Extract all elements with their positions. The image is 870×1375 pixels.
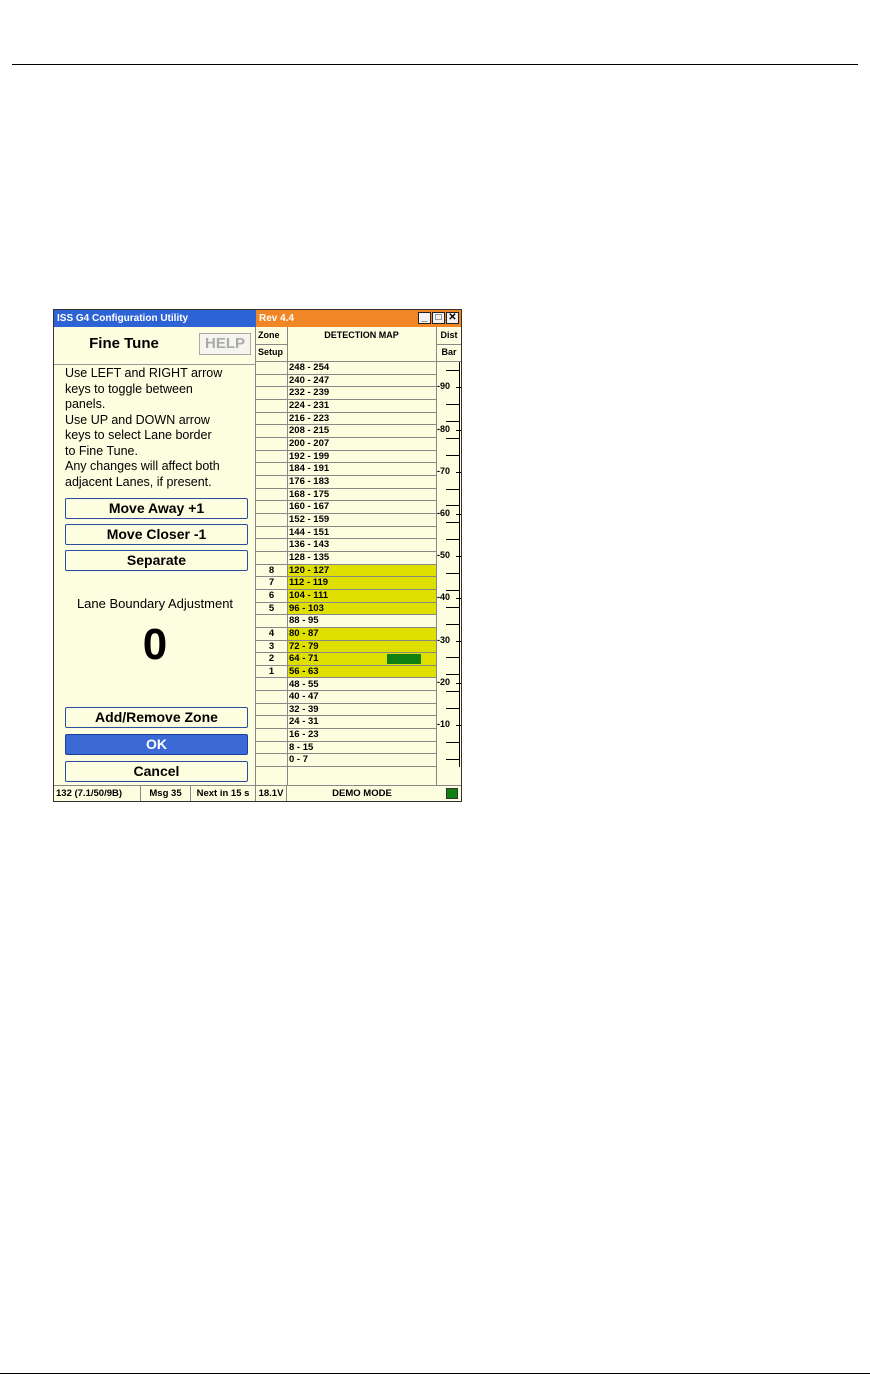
distance-tick	[446, 624, 459, 625]
range-label: 0 - 7	[289, 754, 309, 766]
instruction-line: adjacent Lanes, if present.	[65, 474, 212, 489]
detection-indicator	[387, 654, 421, 664]
range-label: 168 - 175	[289, 488, 330, 500]
range-label: 56 - 63	[289, 665, 319, 677]
range-label: 120 - 127	[289, 564, 330, 576]
move-closer-button[interactable]: Move Closer -1	[65, 524, 248, 545]
map-row[interactable]	[256, 438, 436, 451]
distance-tick	[446, 539, 459, 540]
map-row[interactable]	[256, 716, 436, 729]
distance-tick	[446, 691, 459, 692]
range-label: 136 - 143	[289, 539, 330, 551]
distance-tick	[446, 742, 459, 743]
range-label: 24 - 31	[289, 716, 319, 728]
range-label: 64 - 71	[289, 653, 319, 665]
page-footer-rule	[0, 1373, 870, 1374]
range-label: 208 - 215	[289, 425, 330, 437]
map-row[interactable]	[256, 641, 436, 654]
instruction-line: Use LEFT and RIGHT arrow	[65, 366, 223, 380]
range-label: 240 - 247	[289, 374, 330, 386]
map-row[interactable]	[256, 729, 436, 742]
range-label: 104 - 111	[289, 589, 329, 601]
setup-header: Setup	[258, 347, 284, 357]
distance-major-tick	[456, 725, 461, 726]
distance-tick-label: -50	[437, 550, 451, 561]
distance-tick	[446, 708, 459, 709]
distance-tick	[446, 370, 459, 371]
map-row[interactable]	[256, 590, 436, 603]
distance-tick	[446, 759, 459, 760]
range-label: 88 - 95	[289, 615, 319, 627]
map-row[interactable]	[256, 362, 436, 375]
status-next: Next in 15 s	[191, 786, 256, 801]
minimize-icon[interactable]: _	[418, 312, 431, 324]
distance-tick-label: -10	[437, 718, 451, 729]
range-label: 48 - 55	[289, 678, 319, 690]
instructions-text	[65, 366, 251, 490]
map-row[interactable]	[256, 451, 436, 464]
status-msg: Msg 35	[141, 786, 191, 801]
distance-major-tick	[456, 641, 461, 642]
config-utility-window	[53, 309, 462, 802]
add-remove-zone-button[interactable]: Add/Remove Zone	[65, 707, 248, 728]
map-row[interactable]	[256, 387, 436, 400]
map-row[interactable]	[256, 514, 436, 527]
distance-tick	[446, 505, 459, 506]
zone-header: Zone	[258, 330, 280, 340]
fine-tune-panel	[54, 327, 256, 785]
panel-title: Fine Tune	[89, 335, 159, 352]
distance-tick	[446, 438, 459, 439]
instruction-line: Any changes will affect both	[65, 459, 220, 473]
distance-tick	[446, 404, 459, 405]
map-row[interactable]	[256, 413, 436, 426]
status-led-icon	[446, 788, 458, 799]
map-row[interactable]	[256, 679, 436, 692]
map-row[interactable]	[256, 742, 436, 755]
separate-button[interactable]: Separate	[65, 550, 248, 571]
map-row[interactable]	[256, 704, 436, 717]
header-divider	[256, 344, 287, 345]
distance-tick	[446, 674, 459, 675]
distance-major-tick	[456, 598, 461, 599]
range-label: 80 - 87	[289, 627, 319, 639]
zone-number: 2	[268, 653, 275, 665]
distance-major-tick	[456, 387, 461, 388]
map-row[interactable]	[256, 577, 436, 590]
bar-header: Bar	[441, 347, 457, 357]
map-row[interactable]	[256, 754, 436, 767]
range-label: 160 - 167	[289, 501, 330, 513]
map-row[interactable]	[256, 489, 436, 502]
distance-tick	[446, 657, 459, 658]
distance-major-tick	[456, 472, 461, 473]
panel-divider	[54, 364, 255, 365]
move-away-button[interactable]: Move Away +1	[65, 498, 248, 519]
range-label: 176 - 183	[289, 475, 330, 487]
range-label: 144 - 151	[289, 526, 330, 538]
range-label: 72 - 79	[289, 640, 319, 652]
adjustment-label: Lane Boundary Adjustment	[76, 596, 234, 611]
range-label: 152 - 159	[289, 513, 330, 525]
distance-tick-label: -30	[437, 634, 451, 645]
zone-number: 3	[268, 640, 275, 652]
instruction-line: Use UP and DOWN arrow	[65, 412, 210, 427]
distance-tick	[446, 590, 459, 591]
adjustment-value: 0	[142, 620, 168, 669]
map-row[interactable]	[256, 527, 436, 540]
distance-major-tick	[456, 556, 461, 557]
range-label: 184 - 191	[289, 463, 330, 475]
range-label: 192 - 199	[289, 450, 330, 462]
map-row[interactable]	[256, 628, 436, 641]
map-row[interactable]	[256, 653, 436, 666]
distance-tick	[446, 522, 459, 523]
map-row[interactable]	[256, 691, 436, 704]
distance-tick	[446, 489, 459, 490]
range-label: 216 - 223	[289, 412, 330, 424]
status-voltage: 18.1V	[256, 786, 287, 801]
zone-number: 6	[268, 589, 275, 601]
instruction-line: keys to select Lane border	[65, 428, 212, 442]
zone-number: 4	[268, 627, 275, 639]
distance-tick-label: -40	[437, 592, 451, 603]
range-label: 248 - 254	[289, 362, 330, 373]
status-version: 132 (7.1/50/9B)	[54, 786, 141, 801]
distance-tick-label: -70	[437, 465, 451, 476]
distance-axis	[459, 362, 460, 767]
ok-button[interactable]: OK	[65, 734, 248, 755]
map-row[interactable]	[256, 603, 436, 616]
map-row[interactable]	[256, 539, 436, 552]
status-mode: DEMO MODE	[332, 788, 392, 799]
app-title: ISS G4 Configuration Utility	[54, 310, 256, 327]
map-row[interactable]	[256, 375, 436, 388]
map-row[interactable]	[256, 476, 436, 489]
range-label: 96 - 103	[289, 602, 324, 614]
distance-major-tick	[456, 514, 461, 515]
detection-map-header: DETECTION MAP	[324, 330, 399, 340]
range-label: 224 - 231	[289, 399, 330, 411]
instruction-line: panels.	[65, 397, 106, 411]
range-label: 8 - 15	[289, 741, 314, 753]
range-label: 232 - 239	[289, 387, 330, 399]
distance-tick	[446, 607, 459, 608]
rev-title	[256, 310, 461, 327]
distance-tick-label: -90	[437, 381, 451, 392]
column-divider	[287, 327, 288, 785]
page-header-rule	[12, 64, 858, 65]
range-label: 40 - 47	[289, 691, 319, 703]
range-label: 32 - 39	[289, 703, 319, 715]
map-row[interactable]	[256, 425, 436, 438]
distance-tick-label: -20	[437, 676, 451, 687]
cancel-button[interactable]: Cancel	[65, 761, 248, 782]
header-divider	[436, 344, 461, 345]
detection-map-panel	[256, 327, 461, 785]
rev-label: Rev 4.4	[259, 313, 295, 324]
distance-tick	[446, 573, 459, 574]
zone-number: 8	[268, 564, 275, 576]
distance-tick-label: -80	[437, 423, 451, 434]
zone-number: 1	[268, 665, 275, 677]
close-icon[interactable]: ✕	[446, 312, 459, 324]
map-row[interactable]	[256, 400, 436, 413]
distance-major-tick	[456, 683, 461, 684]
column-divider	[436, 327, 437, 785]
map-row[interactable]	[256, 463, 436, 476]
map-row[interactable]	[256, 552, 436, 565]
map-row[interactable]	[256, 565, 436, 578]
distance-tick-label: -60	[437, 507, 451, 518]
range-label: 200 - 207	[289, 437, 330, 449]
help-button[interactable]: HELP	[199, 333, 251, 355]
range-label: 16 - 23	[289, 729, 319, 741]
instruction-line: to Fine Tune.	[65, 443, 138, 458]
distance-tick	[446, 421, 459, 422]
title-bar	[54, 310, 461, 327]
map-row[interactable]	[256, 501, 436, 514]
distance-tick	[446, 455, 459, 456]
dist-header: Dist	[440, 330, 458, 340]
maximize-icon[interactable]: □	[432, 312, 445, 324]
zone-number: 7	[268, 577, 275, 589]
zone-number: 5	[268, 602, 275, 614]
status-bar	[54, 785, 461, 801]
range-label: 128 - 135	[289, 551, 330, 563]
map-row[interactable]	[256, 615, 436, 628]
instruction-line: keys to toggle between	[65, 381, 193, 396]
map-row[interactable]	[256, 666, 436, 679]
range-label: 112 - 119	[289, 577, 329, 589]
distance-major-tick	[456, 430, 461, 431]
